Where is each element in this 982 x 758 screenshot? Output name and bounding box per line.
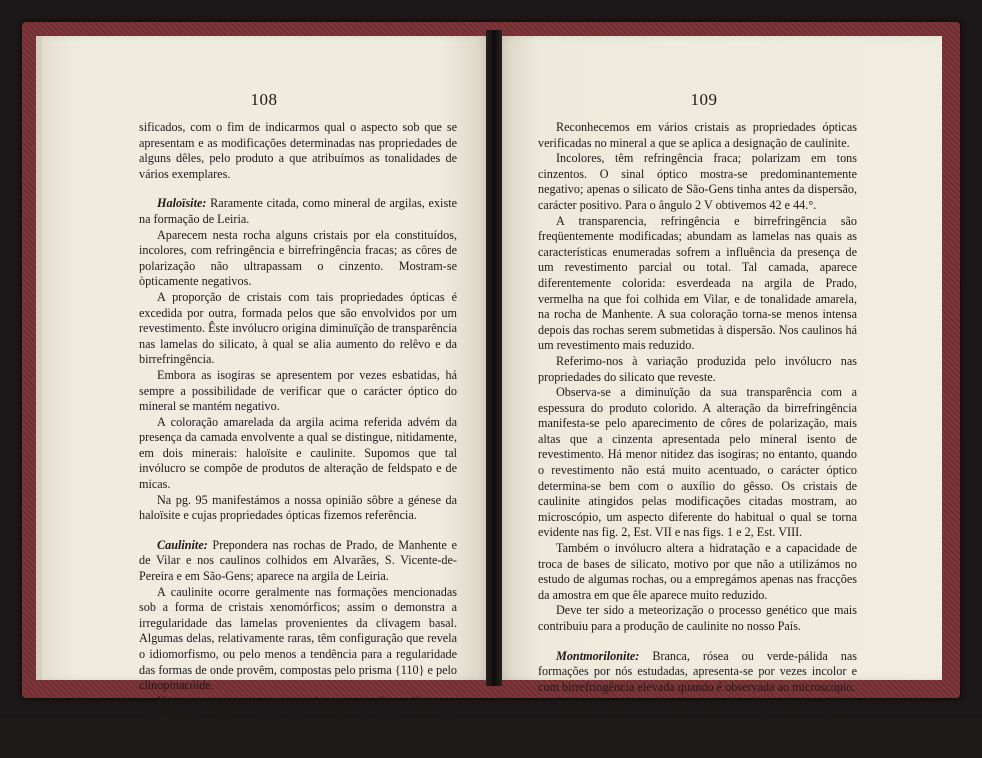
paragraph-montmorilonite: Montmorilonite: Branca, rósea ou verde-pálida nas formações por nós estudadas, apresenta-se por vezes incolor e com birrefringência elevada quando é observada ao microscópio. [538,648,857,694]
term-heading: Montmorilonite: [556,648,640,663]
paragraph: Reconhecemos em vários cristais as propriedades ópticas verificadas no mineral a que se aplica a designação de caulinite. [538,120,857,150]
term-heading: Haloïsite: [157,196,207,211]
paragraph: Um outro aspecto, suposto inerente a êste silicato e reconhecido poucas vezes nas rochas argilosas par nós estudadas, é representado pelas formas encurvadas como os das figs. 1, Est. V e 3, Est. VII. [139,693,457,755]
right-page [494,36,942,757]
left-text-block [139,120,457,756]
paragraph: Julgamos que as lamelas com as propriedades ópticas mencionadas constituíam a parte interna de partículas fàcilmente desagregadas. Proviriam da porção superficial das mesmas partículas as [538,695,857,757]
paragraph: A proporção de cristais com tais propriedades ópticas é excedida por outra, formada pelos que são envolvidos por um revestimento. Êste invólucro origina diminuïção de transparência nas lamelas do silicato, à qual se alia aumento do relêvo e da birrefringência. [139,289,457,367]
paragraph: Observa-se a diminuïção da sua transparência com a espessura do produto colorido. A alteração da birrefringência manifesta-se pelo aparecimento de côres de polarização, mais altas que a cinzenta apresentada pelo mineral isento de revestimento. Há menor nitidez das isogiras; no entanto, quando o revestimento não está muito acentuado, o carácter óptico determina-se bem com o auxílio do gêsso. Os cristais de caulinite atingidos pelas modificações citadas mostram, ao microscópio, um aspecto diferente do habitual o qual se torna evidente nas fig. 2, Est. VII e nas figs. 1 e 2, Est. VIII. [538,385,857,540]
term-heading: Caulinite: [157,537,208,552]
paragraph: A transparencia, refringência e birrefringência são freqüentemente modificadas; abundam as lamelas nas quais as características enumeradas sofrem a influência da presença de um revestimento parcial ou total. Tal camada, aparece diferentemente colorida: esverdeada na argila de Prado, vermelha na que foi colhida em Vilar, e de tonalidade amarela, na rocha de Manhente. A sua coloração torna-se menos intensa depois das rochas serem submetidas à dispersão. Nos caulinos há um revestimento mais reduzido. [538,213,857,353]
paragraph-haloisite: Haloïsite: Raramente citada, como mineral de argilas, existe na formação de Leiria. [139,196,457,226]
paragraph: A coloração amarelada da argila acima referida advém da presença da camada envolvente a qual se distingue, nitidamente, em dois minerais: haloïsite e caulinite. Supomos que tal invólucro se compõe de produtos de alteração de feldspato e de micas. [139,414,457,492]
paragraph: Também o invólucro altera a hidratação e a capacidade de troca de bases de silicato, motivo por que não a utilizámos no estudo de algumas rochas, ou a empregámos apenas nas fracções da amostra em que êle aparece muito reduzido. [538,541,857,602]
left-page [36,36,494,755]
paragraph: Embora as isogiras se apresentem por vezes esbatidas, há sempre a possibilidade de verificar que o carácter óptico do mineral se mantém negativo. [139,367,457,414]
paragraph: Deve ter sido a meteorização o processo genético que mais contribuiu para a produção de caulinite no nosso País. [538,603,857,633]
paragraph-caulinite: Caulinite: Prepondera nas rochas de Prado, de Manhente e de Vilar e nos caulinos colhidos em Alvarães, S. Vicente-de-Pereira e em São-Gens; aparece na argila de Leiria. [139,537,457,584]
paragraph: Na pg. 95 manifestámos a nossa opinião sôbre a génese da haloïsite e cujas propriedades ópticas fizemos referência. [139,492,457,523]
paragraph: Aparecem nesta rocha alguns cristais por ela constituídos, incolores, com refringência e birrefringência fracas; as côres de polarização não ultrapassam o cinzento. Mostram-se òpticamente negativos. [139,227,457,289]
book-gutter [486,30,502,686]
page-number: 108 [250,90,278,109]
paragraph: Incolores, têm refringência fraca; polarizam em tons cinzentos. O sinal óptico mostra-se predominantemente negativo; apenas o silicato de São-Gens tinha antes da dispersão, carácter positivo. Para o ângulo 2 V obtivemos 42 e 44.°. [538,151,857,212]
paragraph: A caulinite ocorre geralmente nas formações mencionadas sob a forma de cristais xenomórficos; assim o demonstra a irregularidade das lamelas provenientes da clivagem basal. Algumas delas, relativamente raras, têm configuração que revela o idiomorfismo, ou pelo menos a tendência para a regularidade das formas de onde provêm, compostas pelo prisma {110} e pelo clinopinacóide. [139,584,457,693]
right-text-block [538,120,857,758]
paragraph: sificados, com o fim de indicarmos qual o aspecto sob que se apresentam e as modificações determinadas nas propriedades de alguns dêles, pelo produto a que atribuímos as tonalidades de vários exemplares. [139,120,457,181]
page-number: 109 [690,90,718,109]
paragraph: Referimo-nos à variação produzida pelo invólucro nas propriedades do silicato que reveste. [538,353,857,384]
